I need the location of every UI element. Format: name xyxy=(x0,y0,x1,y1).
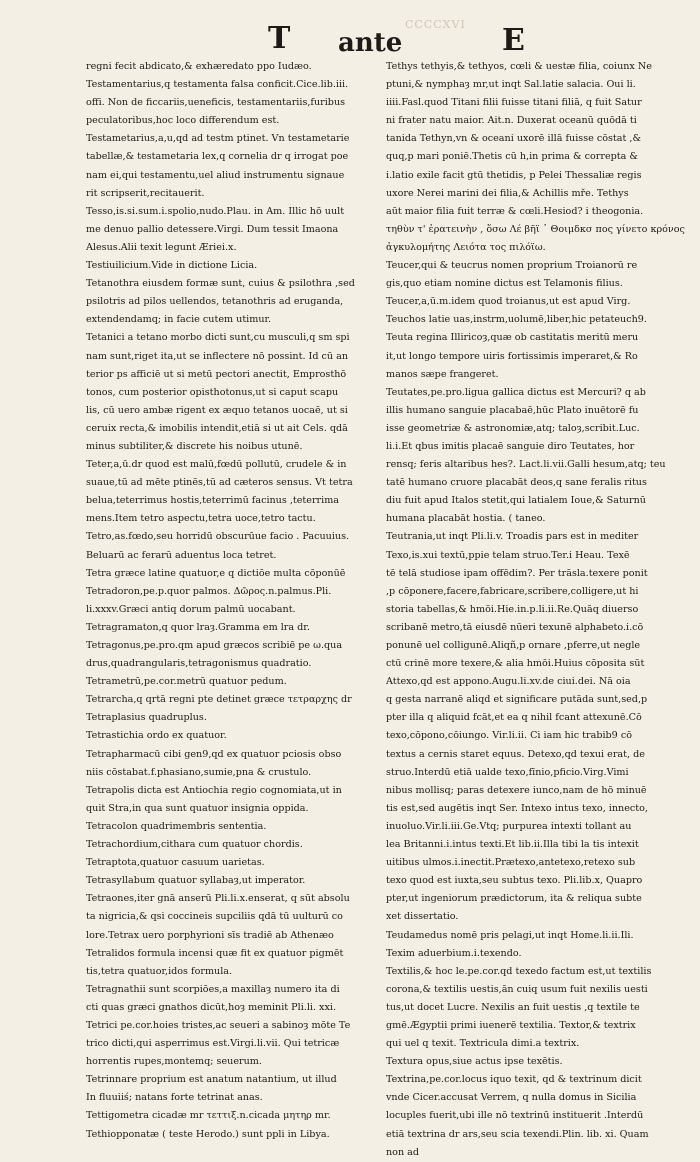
right-column-line: quq,p mari poniē.Thetis cū h,in prima & correpta & xyxy=(386,151,638,163)
right-column-line: ,p cōponere,facere,fabricare,scribere,colligere,ut hi xyxy=(386,585,639,597)
left-column-line: Tettigometra cicadæ mr τεττιξ.n.cicada μητηρ mr. xyxy=(86,1110,331,1122)
left-column-line: Tetrachordium,cithara cum quatuor chordis. xyxy=(86,839,303,851)
right-column-line: aūt maior filia fuit terræ & cœli.Hesiod? i theogonia. xyxy=(386,205,644,217)
right-column-line: iiii.Fasl.quod Titani filii fuisse titani filiā, q fuit Satur xyxy=(386,97,642,109)
right-column-line: tis est,sed augētis inqt Ser. Intexo intus texo, innecto, xyxy=(386,802,648,814)
right-column-line: textus a cernis staret equus. Detexo,qd texui erat, de xyxy=(386,748,645,760)
left-column-line: Alesus.Alii texit legunt Æriei.x. xyxy=(86,241,237,253)
right-column-line: tanida Tethyn,vn & oceani uxorē illā fuisse cōstat ,& xyxy=(386,133,641,145)
left-column-line: Tetragonus,pe.pro.qm apud græcos scribiē pe ω.qua xyxy=(86,640,343,651)
right-column-line: isse geometriæ & astronomiæ,atq; taloȝ,scribit.Luc. xyxy=(386,422,640,434)
left-column-line: Tetralidos formula incensi quæ fit ex quatuor pigmēt xyxy=(86,947,344,959)
right-column-line: rensq; feris altaribus hes?. Lact.li.vii.Galli hesum,atq; teu xyxy=(386,459,666,471)
right-column-line: tatē humano cruore placabāt deos,q sane feralis ritus xyxy=(386,477,647,489)
right-column-line: uxore Nerei marini dei filia,& Achillis mře. Tethys xyxy=(386,187,629,199)
right-column-line: Teuchos latie uas,instrm,uolumē,liber,hic petateuch9. xyxy=(386,314,647,326)
right-column-line: ἀγκυλομήτης Λειότα τος πιλόϊω. xyxy=(386,241,546,253)
right-column-line: Teucer,a,ū.m.idem quod troianus,ut est apud Virg. xyxy=(386,296,631,308)
left-column-line: In fluuiiś; natans forte tetrinat anas. xyxy=(86,1092,263,1104)
right-column-line: Textilis,& hoc le.pe.cor.qd texedo factum est,ut textilis xyxy=(386,965,652,977)
left-column-line: terior ps afficiē ut si metū pectori anectit, Emprosthō xyxy=(86,368,347,380)
right-column-line: storia tabellas,& hmōi.Hie.in.p.li.ii.Re.Quāq diuerso xyxy=(386,603,639,615)
bleed-through-text: CCCCXVI xyxy=(405,18,466,31)
right-column-line: Teucer,qui & teucrus nomen proprium Troianorū re xyxy=(386,260,638,272)
right-column-line: ponunē uel colligunē.Aliqñ,p ornare ,pferre,ut negle xyxy=(386,640,641,651)
right-column-line: ptuni,& nymphaȝ mr,ut inqt Sal.latie salacia. Oui li. xyxy=(386,79,636,91)
left-column-line: horrentis rupes,montemq; seuerum. xyxy=(86,1056,262,1068)
right-column-line: τηθὺν τ' ἐρατεινὴν , ὅσω Λέ βῆϊ ᾽ Θοιμδκσ πος γίνετο κρόνος xyxy=(386,223,685,235)
right-column-line: Teudamedus nomē pris pelagi,ut inqt Home.li.ii.Ili. xyxy=(386,929,634,941)
header-initial-right: E xyxy=(502,23,525,58)
left-column xyxy=(86,58,382,1144)
left-column-line: Tetrapolis dicta est Antiochia regio cognomiata,ut in xyxy=(86,784,342,796)
left-column-line: niis cōstabat.f.phasiano,sumie,pna & crustulo. xyxy=(86,766,312,778)
left-column-line: lis, cū uero ambæ rigent ex æquo tetanos uocaē, ut si xyxy=(86,404,348,416)
left-column-line: extendendamq; in facie cutem utimur. xyxy=(86,314,272,326)
left-column-line: Tetrastichia ordo ex quatuor. xyxy=(86,730,227,742)
right-column xyxy=(386,58,686,1162)
right-column-line: nibus mollisq; paras detexere iunco,nam de hō minuē xyxy=(386,784,647,796)
left-column-line: drus,quadrangularis,tetragonismus quadratio. xyxy=(86,658,312,670)
left-column-line: lore.Tetrax uero porphyrioni sīs tradiē ab Athenæo xyxy=(86,929,334,941)
left-column-line: Tetraplasius quadruplus. xyxy=(86,712,207,724)
right-column-line: corona,& textilis uestis,ān cuiq usum fuit nexilis uesti xyxy=(386,983,648,995)
right-column-line: xet dissertatio. xyxy=(386,911,459,923)
right-column-line: qui uel q texit. Textricula dimi.a textrix. xyxy=(386,1038,580,1050)
right-column-line: etiā textrina dr ars,seu scia texendi.Plin. lib. xi. Quam xyxy=(386,1128,649,1140)
right-column-line: tus,ut docet Lucre. Nexilis an fuit uestis ,q textile te xyxy=(386,1001,640,1013)
left-column-line: Testamentarius,q testamenta falsa conficit.Cice.lib.iii. xyxy=(86,79,349,91)
left-column-line: Tetracolon quadrimembris sententia. xyxy=(86,820,267,832)
left-column-line: Tetrapharmacū cibi gen9,qd ex quatuor pciosis obso xyxy=(86,748,342,760)
left-column-line: Tetrici pe.cor.hoies tristes,ac seueri a sabinoȝ mōte Te xyxy=(86,1019,351,1031)
left-column-line: Tetrametrū,pe.cor.metrū quatuor pedum. xyxy=(86,676,287,688)
right-column-line: non ad xyxy=(386,1146,420,1158)
left-column-line: Testiuilicium.Vide in dictione Licia. xyxy=(86,260,258,272)
right-column-line: inuoluo.Vir.li.iii.Ge.Vtq; purpurea intexti tollant au xyxy=(386,820,632,832)
left-column-line: quit Stra,in qua sunt quatuor insignia oppida. xyxy=(86,802,309,814)
right-column-line: struo.Interdū etiā ualde texo,fīnio,pficio.Virg.Vimi xyxy=(386,766,629,778)
right-column-line: ni frater natu maior. Ait.n. Duxerat oceanū quōdā ti xyxy=(386,115,637,127)
right-column-line: uitibus ulmos.i.inectit.Prætexo,antetexo,retexo sub xyxy=(386,857,636,869)
left-column-line: Teter,a,ū.dr quod est malū,fœdū pollutū, crudele & in xyxy=(86,459,347,471)
left-column-line: ta nigricia,& qsi coccineis supciliis qdā tū uulturū co xyxy=(86,911,343,923)
left-column-line: tonos, cum posterior opisthotonus,ut si caput scapu xyxy=(86,386,339,398)
left-column-line: offi. Non de ficcariis,ueneficis, testamentariis,furibus xyxy=(86,97,346,109)
right-column-line: Textrina,pe.cor.locus iquo texit, qd & textrinum dicit xyxy=(386,1074,642,1086)
right-column-line: diu fuit apud Italos stetit,qui latialem Ioue,& Saturnū xyxy=(386,495,646,507)
left-column-line: Tetra græce latine quatuor,e q dictiōe multa cōponūē xyxy=(86,567,346,579)
right-column-line: gmē.Ægyptii primi iuenerē textilia. Textor,& textrix xyxy=(386,1019,636,1031)
right-column-line: humana placabāt hostia. ( taneo. xyxy=(386,513,546,525)
right-column-line: vnde Cicer.accusat Verrem, q nulla domus in Sicilia xyxy=(386,1092,637,1104)
left-column-line: tis,tetra quatuor,idos formula. xyxy=(86,965,233,977)
left-column-line: tabellæ,& testametaria lex,q cornelia dr q irrogat poe xyxy=(86,151,349,163)
running-header xyxy=(0,14,700,58)
left-column-line: ceruix recta,& imobilis intendit,etiā si ut ait Cels. qdā xyxy=(86,422,348,434)
left-column-line: psilotris ad pilos uellendos, tetanothris ad eruganda, xyxy=(86,296,344,308)
right-column-line: li.i.Et qbus imitis placaē sanguie diro Teutates, hor xyxy=(386,440,635,452)
left-column-line: Tetraones,iter gnā anserū Pli.li.x.enserat, q sūt absolu xyxy=(86,893,350,905)
left-column-line: Tetradoron,pe.p.quor palmos. Δῶρος.n.palmus.Pli. xyxy=(86,585,332,597)
right-column-line: locuples fuerit,ubi ille nō textrinū instituerit .Interdū xyxy=(386,1110,644,1122)
left-column-line: Tetragramaton,q quor lraȝ.Gramma em lra dr. xyxy=(86,621,310,633)
right-column-line: Texim aduerbium.i.texendo. xyxy=(386,947,522,959)
right-column-line: texo,cōpono,cōiungo. Vir.li.ii. Ci iam hic trabib9 cō xyxy=(386,730,632,742)
left-column-line: Tetragnathii sunt scorpiōes,a maxillaȝ numero ita di xyxy=(86,983,340,995)
right-column-line: lea Britanni.i.intus texti.Et lib.ii.Illa tibi la tis intexit xyxy=(386,839,639,851)
right-column-line: Tethys tethyis,& tethyos, cœli & uestæ filia, coiunx Ne xyxy=(386,61,652,72)
left-column-line: Tetrarcha,q qrtā regni pte detinet græce τετραρχης dr xyxy=(86,694,352,706)
right-column-line: Textura opus,siue actus ipse texētis. xyxy=(386,1056,563,1068)
left-column-line: Testametarius,a,u,qd ad testm ptinet. Vn testametarie xyxy=(86,133,350,145)
right-column-line: pter illa q aliquid fcāt,et ea q nihil fcant attexunē.Cō xyxy=(386,712,642,724)
left-column-line: Tesso,is.si.sum.i.spolio,nudo.Plau. in Am. Illic hō uult xyxy=(86,205,345,217)
left-column-line: rit scripserit,recitauerit. xyxy=(86,187,205,199)
left-column-line: belua,teterrimus hostis,teterrimū facinus ,teterrima xyxy=(86,495,340,507)
left-column-line: Tetanothra eiusdem formæ sunt, cuius & psilothra ,sed xyxy=(86,278,355,290)
left-column-line: Tetanici a tetano morbo dicti sunt,cu musculi,q sm spi xyxy=(86,332,350,344)
left-column-line: suaue,tū ad mēte ptinēs,tū ad cæteros sensus. Vt tetra xyxy=(86,477,353,489)
left-column-line: Tethiopponatæ ( teste Herodo.) sunt ppli in Libya. xyxy=(86,1128,330,1140)
header-initial-left: T xyxy=(268,21,291,56)
right-column-line: Teutrania,ut inqt Pli.li.v. Troadis pars est in mediter xyxy=(386,531,639,543)
left-column-line: minus subtiliter,& discrete his noibus utunē. xyxy=(86,440,303,452)
right-column-line: tē telā studiose ipam offēdim?. Per trāsla.texere ponit xyxy=(386,567,648,579)
header-title: ante xyxy=(338,28,403,58)
left-column-line: cti quas græci gnathos dicūt,hoȝ meminit Pli.li. xxi. xyxy=(86,1001,336,1013)
left-column-line: peculatoribus,hoc loco differendum est. xyxy=(86,115,280,127)
left-column-line: nam ei,qui testamentu,uel aliud instrumentu signaue xyxy=(86,169,345,181)
right-column-line: Teuta regina Illiricoȝ,quæ ob castitatis meritū meru xyxy=(386,332,639,344)
left-column-line: mens.Item tetro aspectu,tetra uoce,tetro tactu. xyxy=(86,513,316,525)
right-column-line: it,ut longo tempore uiris fortissimis imperaret,& Ro xyxy=(386,350,638,362)
left-column-line: Tetraptota,quatuor casuum uarietas. xyxy=(86,857,265,869)
left-column-line: Tetro,as.fœdo,seu horridū obscurūue facio . Pacuuius. xyxy=(86,531,350,543)
right-column-line: scribanē metro,tā eiusdē nūeri texunē alphabeto.i.cō xyxy=(386,621,644,633)
right-column-line: texo quod est iuxta,seu subtus texo. Pli.lib.x, Quapro xyxy=(386,875,643,887)
left-column-line: trico dicti,qui asperrimus est.Virgi.li.vii. Qui tetricæ xyxy=(86,1038,340,1050)
right-column-line: Texo,is.xui textū,ppie telam struo.Ter.i Heau. Texē xyxy=(386,549,630,561)
right-column-line: gis,quo etiam nomine dictus est Telamonis filius. xyxy=(386,278,623,290)
left-column-line: Tetrasyllabum quatuor syllabaȝ,ut imperator. xyxy=(86,875,306,887)
right-column-line: i.latio exile facit gtū thetidis, p Pelei Thessaliæ regis xyxy=(386,169,642,181)
right-column-line: Teutates,pe.pro.ligua gallica dictus est Mercuri? q ab xyxy=(386,386,646,398)
left-column-line: Tetrinnare proprium est anatum natantium, ut illud xyxy=(86,1074,337,1086)
right-column-line: illis humano sanguie placabaē,hūc Plato inuētorē fu xyxy=(386,404,639,416)
left-column-line: nam sunt,riget ita,ut se inflectere nō possint. Id cū an xyxy=(86,350,349,362)
left-column-line: Beluarū ac ferarū aduentus loca tetret. xyxy=(86,549,277,561)
right-column-line: manos sæpe frangeret. xyxy=(386,368,499,380)
left-column-line: li.xxxv.Græci antiq dorum palmū uocabant. xyxy=(86,603,296,615)
right-column-line: pter,ut ingeniorum prædictorum, ita & reliqua subte xyxy=(386,893,642,905)
right-column-line: ctū crinē more texere,& alia hmōi.Huius cōposita sūt xyxy=(386,658,645,670)
right-column-line: q gesta narranē aliqd et significare putāda sunt,sed,p xyxy=(386,694,648,706)
right-column-line: Attexo,qd est appono.Augu.li.xv.de ciui.dei. Nā oia xyxy=(386,676,631,688)
left-column-line: regni fecit abdicato,& exhæredato ppo Iudæo. xyxy=(86,61,312,72)
left-column-line: me denuo pallio detessere.Virgi. Dum tessit Imaona xyxy=(86,223,339,235)
